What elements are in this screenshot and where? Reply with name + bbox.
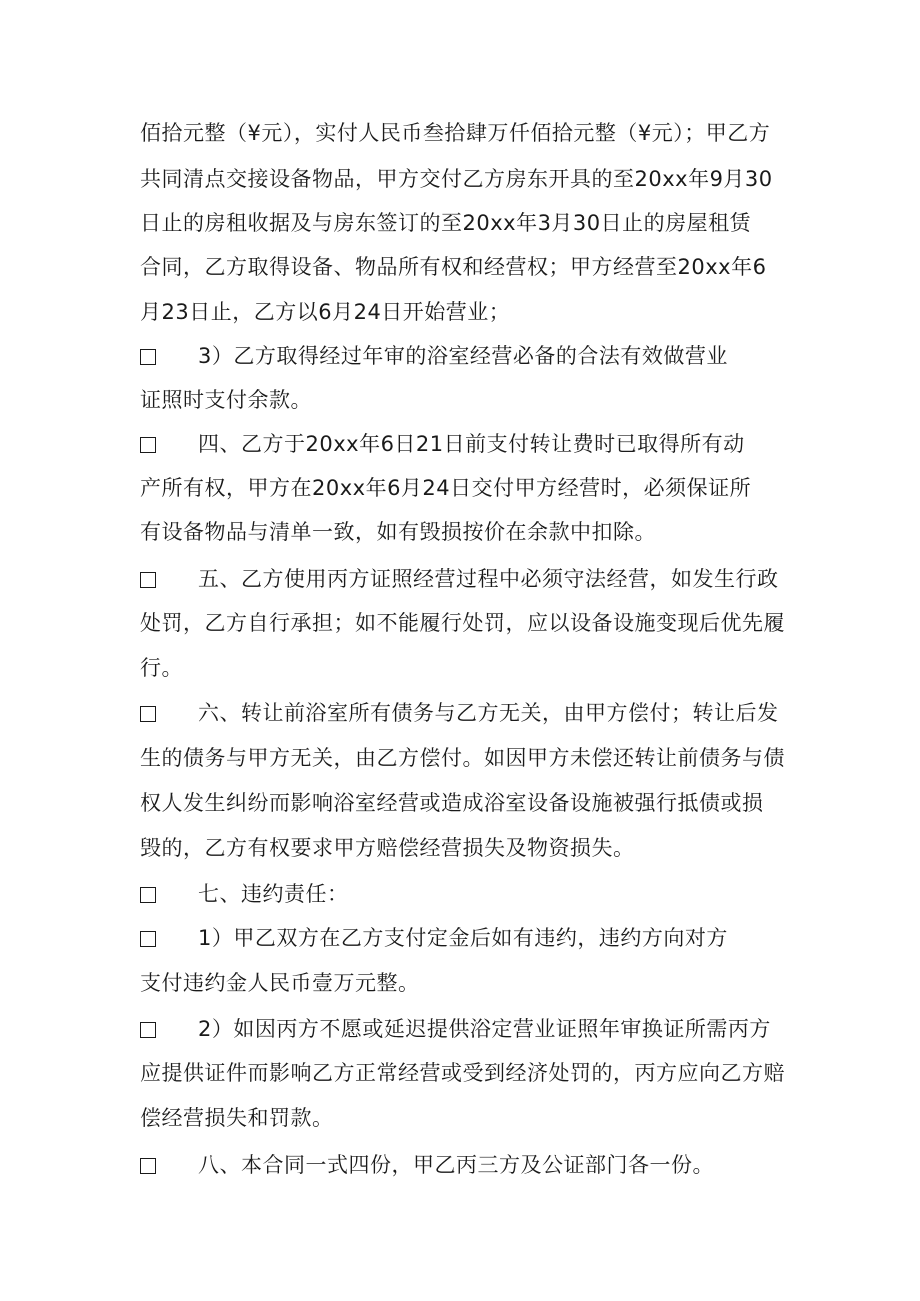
line-text: 日止的房租收据及与房东签订的至20xx年3月30日止的房屋租赁 <box>140 211 752 235</box>
text-line <box>140 654 183 682</box>
line-text: 生的债务与甲方无关，由乙方偿付。如因甲方未偿还转让前债务与债 <box>140 746 785 770</box>
text-line <box>140 253 766 281</box>
text-line <box>140 744 785 772</box>
line-text: 合同，乙方取得设备、物品所有权和经营权；甲方经营至20xx年6 <box>140 255 767 279</box>
text-line <box>140 924 728 952</box>
line-text: 六、转让前浴室所有债务与乙方无关，由甲方偿付；转让后发 <box>198 701 779 725</box>
line-text: 支付违约金人民币壹万元整。 <box>140 971 420 995</box>
line-text: 行。 <box>140 656 183 680</box>
text-line <box>140 1104 334 1132</box>
text-line <box>140 699 779 727</box>
checkbox-square-icon <box>140 931 156 947</box>
line-text: 月23日止，乙方以6月24日开始营业； <box>140 300 511 324</box>
text-line <box>140 1015 771 1043</box>
checkbox-square-icon <box>140 887 156 903</box>
text-line <box>140 789 764 817</box>
line-text: 五、乙方使用丙方证照经营过程中必须守法经营，如发生行政 <box>198 567 779 591</box>
text-line <box>140 1059 785 1087</box>
text-line <box>140 430 745 458</box>
text-line <box>140 1151 714 1179</box>
line-text: 1）甲乙双方在乙方支付定金后如有违约，违约方向对方 <box>198 926 728 950</box>
line-text: 3）乙方取得经过年审的浴室经营必备的合法有效做营业 <box>198 344 728 368</box>
line-text: 偿经营损失和罚款。 <box>140 1106 334 1130</box>
text-line <box>140 165 773 193</box>
checkbox-square-icon <box>140 1022 156 1038</box>
line-text: 佰拾元整（¥元），实付人民币叁拾肆万仟佰拾元整（¥元）；甲乙方 <box>140 121 771 145</box>
text-line <box>140 834 635 862</box>
line-text: 应提供证件而影响乙方正常经营或受到经济处罚的，丙方应向乙方赔 <box>140 1061 785 1085</box>
text-line <box>140 119 770 147</box>
line-text: 四、乙方于20xx年6日21日前支付转让费时已取得所有动 <box>198 432 745 456</box>
line-text: 有设备物品与清单一致，如有毁损按价在余款中扣除。 <box>140 520 656 544</box>
line-text: 处罚，乙方自行承担；如不能履行处罚，应以设备设施变现后优先履 <box>140 611 785 635</box>
text-line <box>140 298 510 326</box>
text-line <box>140 386 312 414</box>
checkbox-square-icon <box>140 349 156 365</box>
text-line <box>140 474 751 502</box>
checkbox-square-icon <box>140 1158 156 1174</box>
text-line <box>140 609 785 637</box>
line-text: 权人发生纠纷而影响浴室经营或造成浴室设备设施被强行抵债或损 <box>140 791 764 815</box>
checkbox-square-icon <box>140 706 156 722</box>
line-text: 共同清点交接设备物品，甲方交付乙方房东开具的至20xx年9月30 <box>140 167 773 191</box>
checkbox-square-icon <box>140 437 156 453</box>
line-text: 2）如因丙方不愿或延迟提供浴定营业证照年审换证所需丙方 <box>198 1017 771 1041</box>
checkbox-square-icon <box>140 572 156 588</box>
line-text: 八、本合同一式四份，甲乙丙三方及公证部门各一份。 <box>198 1153 714 1177</box>
text-line <box>140 880 349 908</box>
line-text: 七、违约责任： <box>198 882 349 906</box>
line-text: 证照时支付余款。 <box>140 388 312 412</box>
text-line <box>140 969 420 997</box>
line-text: 产所有权，甲方在20xx年6月24日交付甲方经营时，必须保证所 <box>140 476 752 500</box>
text-line <box>140 342 728 370</box>
text-line <box>140 565 779 593</box>
line-text: 毁的，乙方有权要求甲方赔偿经营损失及物资损失。 <box>140 836 635 860</box>
text-line <box>140 518 656 546</box>
text-line <box>140 209 751 237</box>
